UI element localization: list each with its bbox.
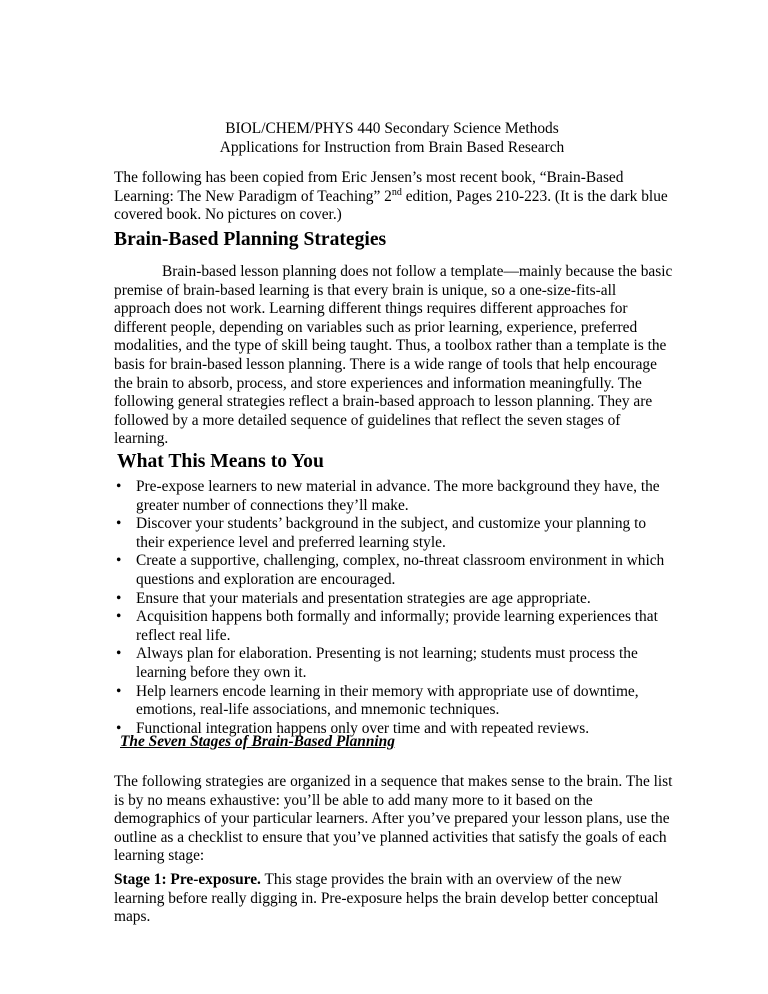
seven-stages-paragraph: The following strategies are organized in a sequence that makes sense to the brain. The list is by no means exhaustive: you’ll be able to add many more to it based on the demographics of your particular learners. After you’ve prepared your lesson plans, use the outline as a checklist to ensure that you’ve planned activities that satisfy the goals of each learning stage: <box>114 773 673 865</box>
bullet-icon: • <box>116 515 122 533</box>
stage-1-paragraph <box>114 871 674 927</box>
strategy-text: Pre-expose learners to new material in advance. The more background they have, the greater number of connections they’ll make. <box>136 478 660 514</box>
strategy-text: Discover your students’ background in the subject, and customize your planning to their experience level and preferred learning style. <box>136 515 647 551</box>
document-subtitle: Applications for Instruction from Brain Based Research <box>219 138 565 156</box>
strategy-list-item <box>114 552 674 589</box>
bullet-icon: • <box>116 552 122 570</box>
planning-strategies-text: Brain-based lesson planning does not follow a template—mainly because the basic premise of brain-based learning is that every brain is unique, so a one-size-fits-all approach does not work. Learning different things requires different approaches for different people, depending on variables such as prior learning, experience, preferred modalities, and the type of skill being taught. Thus, a toolbox rather than a template is the basis for brain-based lesson planning. There is a wide range of tools that help encourage the brain to absorb, process, and store experiences and information meaningfully. The following general strategies reflect a brain-based approach to lesson planning. They are followed by a more detailed sequence of guidelines that reflect the seven stages of learning. <box>114 263 673 448</box>
bullet-icon: • <box>116 645 122 663</box>
stage-1-label: Stage 1: Pre-exposure. <box>114 871 261 888</box>
stage-1-text: This stage provides the brain with an overview of the new learning before really digging in. Pre-exposure helps the brain develop better conceptual maps. <box>114 871 659 926</box>
planning-strategies-paragraph <box>114 263 674 449</box>
intro-paragraph <box>114 169 674 225</box>
strategy-list-item <box>114 590 674 609</box>
strategy-text: Always plan for elaboration. Presenting is not learning; students must process the learning before they own it. <box>136 645 638 681</box>
edition-superscript: nd <box>391 186 402 198</box>
strategy-list-item <box>114 515 674 552</box>
bullet-icon: • <box>116 478 122 495</box>
what-this-means-heading: What This Means to You <box>117 451 324 472</box>
course-title: BIOL/CHEM/PHYS 440 Secondary Science Methods <box>225 120 559 137</box>
seven-stages-heading: The Seven Stages of Brain-Based Planning <box>120 733 395 750</box>
strategy-list-item <box>114 478 674 515</box>
intro-text-part1: The following has been copied from Eric Jensen’s most recent book, “Brain-Based Learning: The New Paradigm of Teaching” 2 <box>114 169 624 205</box>
bullet-icon: • <box>116 589 122 607</box>
strategy-list-item <box>114 683 674 720</box>
strategy-text: Ensure that your materials and presentation strategies are age appropriate. <box>136 589 591 607</box>
document-header <box>114 120 670 157</box>
bullet-icon: • <box>116 608 122 626</box>
bullet-icon: • <box>116 682 122 700</box>
strategy-list-item <box>114 645 674 682</box>
strategy-text: Functional integration happens only over time and with repeated reviews. <box>136 719 590 737</box>
planning-strategies-heading: Brain-Based Planning Strategies <box>114 229 387 250</box>
strategy-text: Acquisition happens both formally and informally; provide learning experiences that reflect real life. <box>136 608 658 644</box>
strategy-text: Help learners encode learning in their memory with appropriate use of downtime, emotions, real-life associations, and mnemonic techniques. <box>136 682 639 719</box>
strategy-text: Create a supportive, challenging, complex, no-threat classroom environment in which questions and exploration are encouraged. <box>136 552 665 588</box>
strategy-list-item <box>114 608 674 645</box>
intro-text-part2: edition, Pages 210-223. (It is the dark blue covered book. No pictures on cover.) <box>114 187 668 224</box>
bullet-icon: • <box>116 719 122 737</box>
strategy-bullet-list <box>114 478 674 738</box>
